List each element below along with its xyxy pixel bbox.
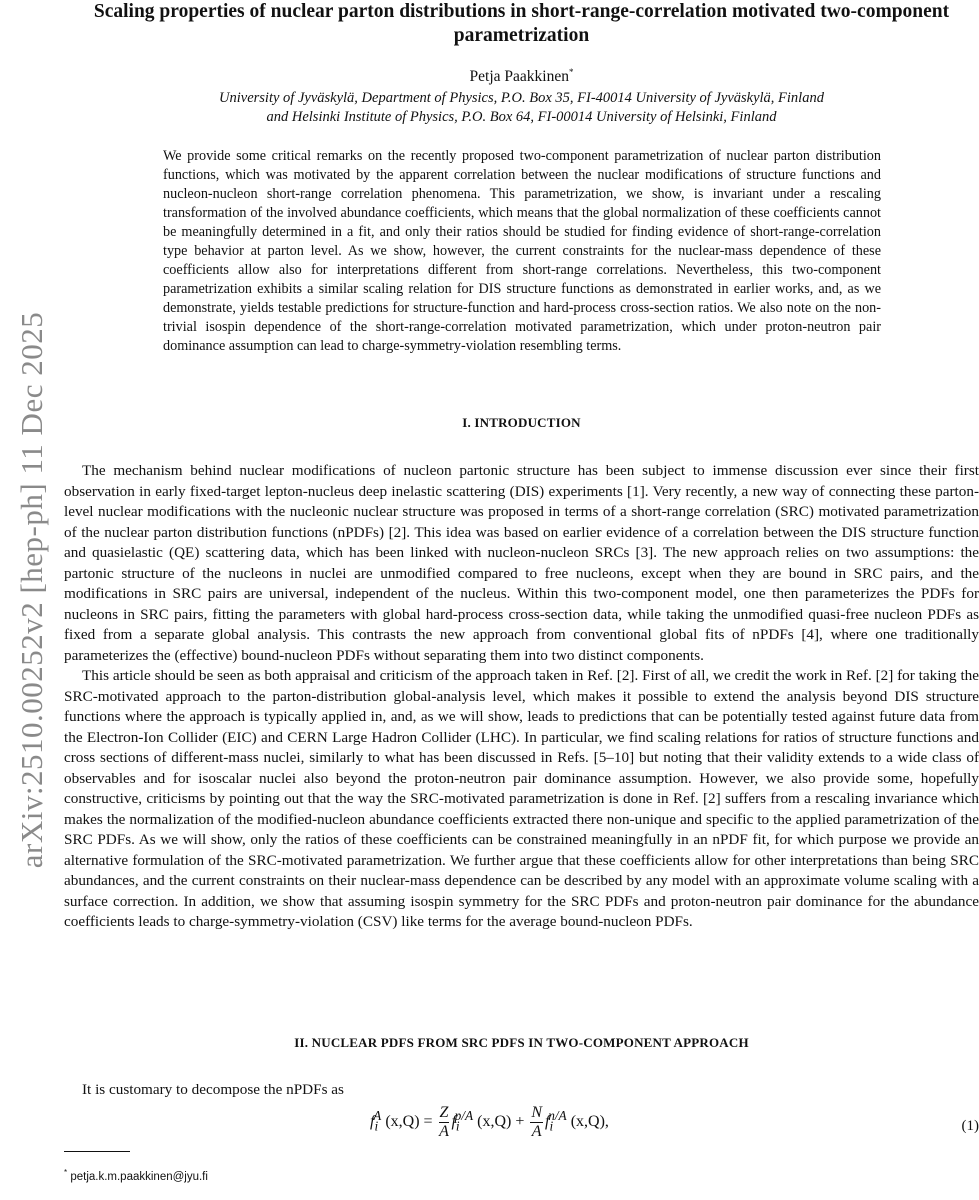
- fraction-n-over-a: $\frac{N}{A}$: [531, 1104, 543, 1140]
- section-heading-introduction: I. INTRODUCTION: [462, 415, 581, 430]
- footnote-email[interactable]: petja.k.m.paakkinen@jyu.fi: [70, 1170, 208, 1183]
- arxiv-id: arXiv:2510.00252v2 [hep-ph] 11 Dec 2025: [14, 311, 49, 869]
- section2-body: [64, 1080, 979, 1101]
- paper-title: Scaling properties of nuclear parton distributions in short-range-correlation motivated two-component parametrization: [93, 1, 950, 46]
- fraction-z-over-a: $\frac{Z}{A}$: [439, 1104, 449, 1140]
- arxiv-identifier-stamp: [0, 0, 64, 1200]
- affiliation: [64, 89, 979, 127]
- paragraph: This article should be seen as both appraisal and criticism of the approach taken in Ref. [2]. First of all, we credit the work in Ref. [2] for taking the SRC-motivated approach to the parton-distribution global-analysis level, which makes it possible to extend the analysis beyond DIS structure functions where the approach is typically applied in, and, as we will show, leads to predictions that can be potentially tested against future data from the Electron-Ion Collider (EIC) and CERN Large Hadron Collider (LHC). In particular, we find scaling relations for ratios of structure functions and cross sections of different-mass nuclei, similarly to what has been discussed in Refs. [5–10] but noting that their validity extends to a wide class of observables and for isoscalar nuclei also beyond the proton-neutron pair dominance assumption. However, we also provide some, hopefully constructive, criticisms by pointing out that the way the SRC-motivated parametrization is done in Ref. [2] suffers from a rescaling invariance which makes the normalization of the modified-nucleon abundance coefficients extracted there non-unique and specific to the applied parametrization of the SRC PDFs. As we will show, only the ratios of these coefficients can be constrained meaningfully in an nPDF fit, for which purpose we provide an alternative formulation of the SRC-motivated parametrization. We further argue that these coefficients allow for other interpretations than being SRC abundances, and the current constraints on their nuclear-mass dependence can be described by any model with an approximate volume scaling with a surface correction. In addition, we show that assuming isospin symmetry for the SRC PDFs and proton-neutron pair dominance for the abundance coefficients leads to charge-symmetry-violation (CSV) like terms for the average bound-nucleon PDFs.: [64, 667, 979, 930]
- author-footnote-mark: *: [568, 67, 574, 77]
- equation-number: (1): [961, 1118, 979, 1134]
- section-heading-nuclear-pdfs: II. NUCLEAR PDFS FROM SRC PDFS IN TWO-COMPONENT APPROACH: [294, 1035, 749, 1050]
- footnote-divider: [64, 1151, 130, 1152]
- paragraph: It is customary to decompose the nPDFs as: [82, 1081, 344, 1098]
- introduction-body: [64, 461, 979, 933]
- affiliation-line-1: University of Jyväskylä, Department of Physics, P.O. Box 35, FI-40014 University of Jyväskylä, Finland: [219, 90, 824, 106]
- author-line: [64, 67, 979, 86]
- author-name: Petja Paakkinen: [469, 68, 569, 86]
- footnote: [64, 1168, 208, 1183]
- equation-body: $f_i^A$ (x,Q) = $\frac{Z}{A}$ $f_i^{p/A}$ (x,Q) + $\frac{N}{A}$ $f_i^{n/A}$ (x,Q),: [370, 1104, 609, 1140]
- paragraph: The mechanism behind nuclear modifications of nucleon partonic structure has been subject to immense discussion ever since their first observation in early fixed-target lepton-nucleus deep inelastic scattering (DIS) experiments [1]. Very recently, a new way of connecting these parton-level nuclear modifications with the nucleonic nuclear structure was proposed in terms of a short-range correlation (SRC) motivated parametrization of the nuclear parton distribution functions (nPDFs) [2]. This idea was based on earlier evidence of a correlation between the DIS structure function and quasielastic (QE) scattering data, which has been linked with nucleon-nucleon SRCs [3]. The new approach relies on two assumptions: the partonic structure of the nucleons in nuclei are unmodified compared to free nucleons, except when they are bound in SRC pairs, and the modifications in SRC pairs are universal, independent of the nucleus. Within this two-component model, one then parameterizes the PDFs for nucleons in SRC pairs, fitting the parameters with global hard-process cross-section data, while taking the unmodified quasi-free nucleon PDFs as fixed from a separate global analysis. This contrasts the new approach from conventional global fits of nPDFs [4], where one traditionally parameterizes the (effective) bound-nucleon PDFs without separating them into two distinct components.: [64, 462, 979, 664]
- affiliation-line-2: and Helsinki Institute of Physics, P.O. Box 64, FI-00014 University of Helsinki, Finland: [266, 109, 777, 125]
- footnote-mark: *: [64, 1168, 68, 1177]
- abstract: We provide some critical remarks on the recently proposed two-component parametrization of nuclear parton distribution functions, which was motivated by the apparent correlation between the nuclear modifications of structure functions and nucleon-nucleon short-range correlation phenomena. This parametrization, we show, is invariant under a rescaling transformation of the involved abundance coefficients, which means that the global normalization of these coefficients cannot be meaningfully determined in a fit, and only their ratios should be studied for finding evidence of short-range-correlation type behavior at parton level. As we show, however, the current constraints for the nuclear-mass dependence of these coefficients allow also for interpretations different from short-range correlations. Nevertheless, this two-component parametrization exhibits a similar scaling relation for DIS structure functions as demonstrated in earlier works, and, as we demonstrate, yields testable predictions for structure-function and hard-process cross-section ratios. We also note on the non-trivial isospin dependence of the short-range-correlation motivated parametrization, which under proton-neutron pair dominance assumption can lead to charge-symmetry-violation resembling terms.: [163, 148, 881, 354]
- equation-1: [64, 1104, 979, 1148]
